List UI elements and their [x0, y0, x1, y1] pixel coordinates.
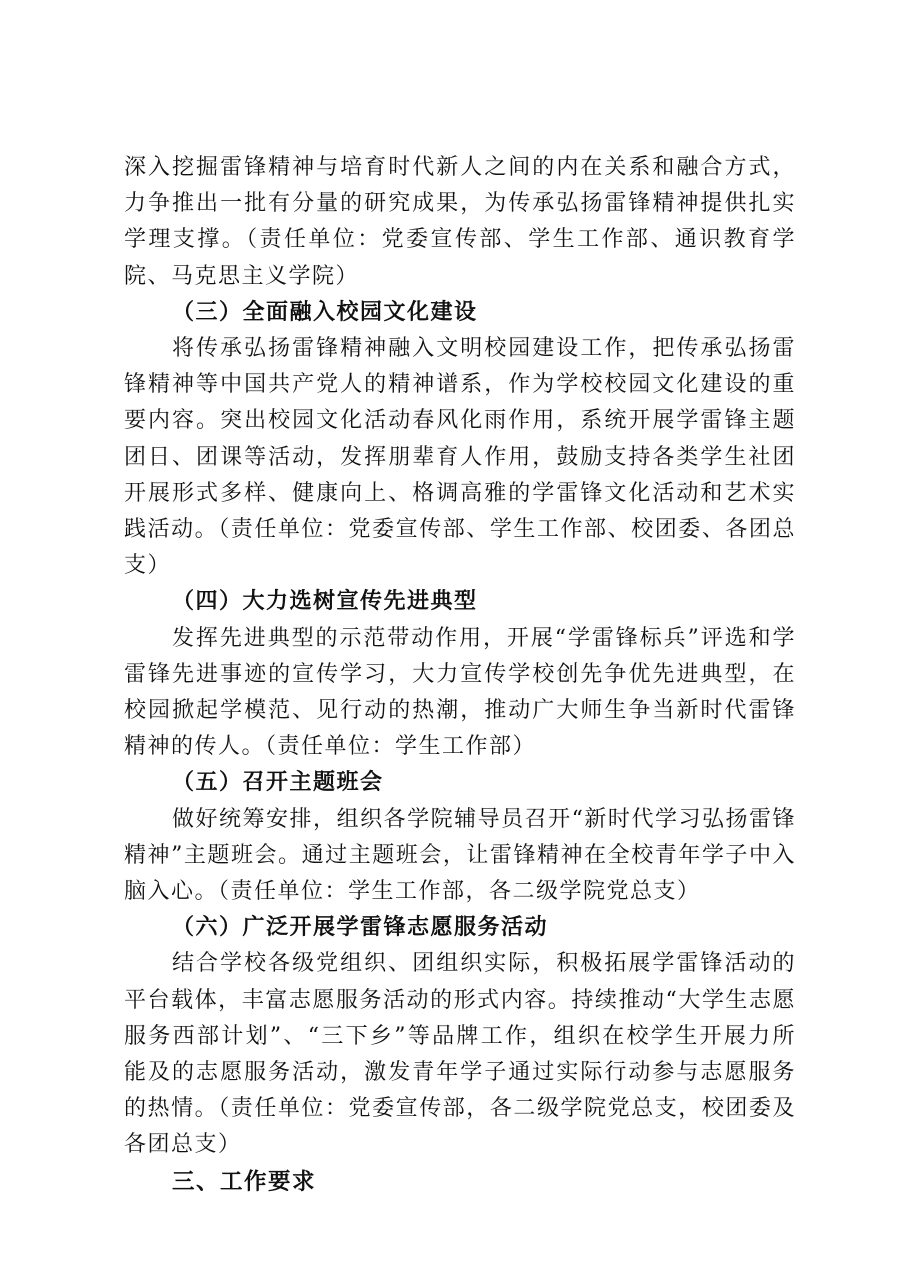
paragraph-research: 深入挖掘雷锋精神与培育时代新人之间的内在关系和融合方式，力争推出一批有分量的研究成果，为传承弘扬雷锋精神提供扎实学理支撑。（责任单位：党委宣传部、学生工作部、通识教育学院、马克思主义学院）: [124, 155, 796, 289]
subheading-advanced-models: （四）大力选树宣传先进典型: [172, 589, 478, 615]
document-body: [124, 150, 796, 1200]
paragraph-campus-culture: 将传承弘扬雷锋精神融入文明校园建设工作，把传承弘扬雷锋精神等中国共产党人的精神谱系，作为学校校园文化建设的重要内容。突出校园文化活动春风化雨作用，系统开展学雷锋主题团日、团课等活动，发挥朋辈育人作用，鼓励支持各类学生社团开展形式多样、健康向上、格调高雅的学雷锋文化活动和艺术实践活动。（责任单位：党委宣传部、学生工作部、校团委、各团总支）: [124, 336, 796, 579]
subheading-campus-culture: （三）全面融入校园文化建设: [172, 299, 478, 325]
subheading-class-meeting: （五）召开主题班会: [172, 770, 384, 796]
paragraph-advanced-models: 发挥先进典型的示范带动作用，开展“学雷锋标兵”评选和学雷锋先进事迹的宣传学习，大力宣传学校创先争优先进典型，在校园掀起学模范、见行动的热潮，推动广大师生争当新时代雷锋精神的传人。（责任单位：学生工作部）: [124, 625, 796, 760]
section-heading-work-requirements: 三、工作要求: [172, 1168, 317, 1195]
paragraph-class-meeting: 做好统筹安排，组织各学院辅导员召开“新时代学习弘扬雷锋精神”主题班会。通过主题班会，让雷锋精神在全校青年学子中入脑入心。（责任单位：学生工作部，各二级学院党总支）: [124, 806, 796, 905]
subheading-volunteer-service: （六）广泛开展学雷锋志愿服务活动: [172, 915, 549, 941]
paragraph-volunteer-service: 结合学校各级党组织、团组织实际，积极拓展学雷锋活动的平台载体，丰富志愿服务活动的形式内容。持续推动“大学生志愿服务西部计划”、“三下乡”等品牌工作，组织在校学生开展力所能及的志愿服务活动，激发青年学子通过实际行动参与志愿服务的热情。（责任单位：党委宣传部，各二级学院党总支，校团委及各团总支）: [124, 951, 796, 1158]
